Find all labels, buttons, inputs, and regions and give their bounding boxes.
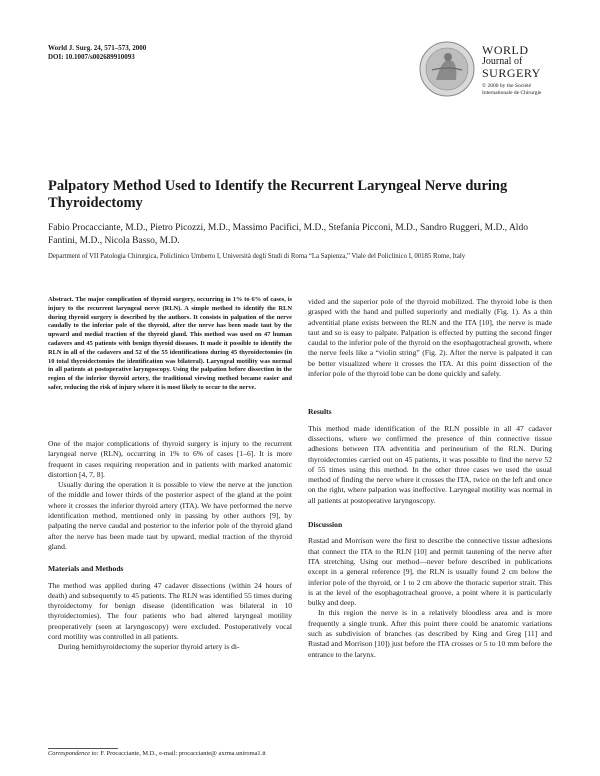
- author-list: Fabio Procacciante, M.D., Pietro Picozzi, M.D., Massimo Pacifici, M.D., Stefania Picconi, M.D., Sandro Ruggeri, M.D., Aldo Fantini, M.D., Nicola Basso, M.D.: [48, 223, 528, 246]
- journal-line-world: WORLD: [482, 43, 529, 57]
- affiliation: Department of VII Patologia Chirurgica, Policlinico Umberto I, Università degli Studi di Roma “La Sapienza,” Viale del Policlinico I, 00185 Rome, Italy: [48, 253, 466, 260]
- abstract: [48, 296, 292, 393]
- doi: DOI: 10.1007/s002689910093: [48, 53, 135, 61]
- right-column: [308, 297, 552, 660]
- abstract-label: Abstract.: [48, 296, 74, 303]
- method-continuation: vided and the superior pole of the thyroid mobilized. The thyroid lobe is then grasped with the hand and pulled superiorly and medially (Fig. 1). As a thin adventitial plane exists between the RLN and the ITA [10], the nerve is made taut and so is easy to palpate. Palpation is effected by putting the second finger caudal to the inferior pole of the thyroid on the esophagotracheal growth, where the nerve feels like a “violin string” (Fig. 2). After the nerve is palpated it can be better visualized where it crosses the ITA. At this point dissection of the inferior pole of the thyroid lobe can be done quickly and safely.: [308, 297, 552, 379]
- discussion-paragraph-1: Rustad and Morrison were the first to describe the connective tissue adhesions that connect the ITA to the RLN [10] and permit tautening of the nerve after ITA stretching. Using our method—never before described in publications except in a general reference [9], the RLN is usually found 2 cm below the inferior pole of the thyroid, or 1 to 2 cm above the thoracic superior strait. This is at the level of the esophagotracheal groove, a point where it is particularly bulky and deep.: [308, 536, 552, 608]
- citation: World J. Surg. 24, 571–573, 2000: [48, 44, 147, 52]
- footnote-label: Correspondence to:: [48, 750, 99, 757]
- intro-paragraph-2: Usually during the operation it is possible to view the nerve at the junction of the middle and lower thirds of the posterior aspect of the gland at the point where it crosses the inferior thyroid artery (ITA). We have performed the nerve identification method, mentioned only in passing by other authors [9], by palpating the nerve caudal and posterior to the inferior pole of the thyroid gland after the nerve has been made taut by upward, medial traction of the thyroid gland.: [48, 480, 292, 551]
- article-title: Palpatory Method Used to Identify the Recurrent Laryngeal Nerve during Thyroidectomy: [48, 178, 508, 211]
- journal-line-of: Journal of: [482, 56, 523, 67]
- journal-line-surgery: SURGERY: [482, 66, 541, 80]
- footnote-rule: [48, 748, 118, 749]
- discussion-paragraph-2: In this region the nerve is in a relatively bloodless area and is more frequently a single trunk. After this point there could be anatomic variations such as subdivision of branches (as described by King and Greg [11] and Rustad and Morrison [10]) just before the ITA crosses or 5 to 10 mm before the entrance to the larynx.: [308, 608, 552, 659]
- journal-name: [482, 44, 562, 97]
- methods-paragraph-1: The method was applied during 47 cadaver dissections (within 24 hours of death) and subsequently to 45 patients. The RLN was identified 55 times during thyroidectomy for benign disease (identification was bilateral in 10 thyroidectomies). The four patients who had altered laryngeal motility preoperatively (seen at laryngoscopy) were excluded. Postoperatively vocal cord motility was controlled in all patients.: [48, 580, 292, 642]
- correspondence-footnote: [48, 750, 292, 759]
- footnote-text: F. Procacciante, M.D., e-mail: procacciante@ axrma.uniroma1.it: [100, 750, 266, 757]
- abstract-text: The major complication of thyroid surgery, occurring in 1% to 6% of cases, is injury to the recurrent laryngeal nerve (RLN). A simple method to identify the RLN during thyroid surgery is described by the authors. It consists in palpation of the nerve caudally to the inferior pole of the thyroid, after the nerve has been made taut by the upward and medial traction of the thyroid gland. This method was used on 47 human cadavers and 45 patients with benign thyroid diseases. It made it possible to identify the RLN in all of the cadavers and 52 of the 55 identifications during 45 thyroidectomies (in 10 total thyroidectomies the identification was bilateral). Laryngeal motility was normal in all patients at postoperative laryngoscopy. Using the palpation before dissection in the region of the inferior thyroid artery, the traditional viewing method became easier and safer, reducing the risk of injury where it is most likely to occur to the nerve.: [48, 296, 292, 391]
- journal-seal-icon: [418, 40, 476, 98]
- results-heading: Results: [308, 407, 332, 417]
- discussion-heading: Discussion: [308, 520, 343, 530]
- journal-logo: [400, 40, 560, 110]
- citation-block: [48, 44, 146, 62]
- results-paragraph: This method made identification of the RLN possible in all 47 cadaver dissections, where we confirmed the presence of thin connective tissue adhesions between ITA adventitia and perineurium of the RLN. During thyroidectomies carried out on 45 patients, it was possible to find the nerve 52 of 55 times using this method. In the other three cases we used the usual method of finding the nerve where it crosses the ITA, twice on the left and once on the right, where palpation was ineffective. Laryngeal motility was normal in all patients at postoperative laryngoscopy.: [308, 423, 552, 505]
- intro-paragraph-1: One of the major complications of thyroid surgery is injury to the recurrent laryngeal nerve (RLN), occurring in 1% to 6% of cases [1–6]. It is more frequent in cases requiring reoperation and in patients with marked anatomic distortion [4, 7, 8].: [48, 439, 292, 479]
- methods-heading: Materials and Methods: [48, 564, 124, 574]
- left-column: [48, 439, 292, 653]
- methods-paragraph-2: During hemithyroidectomy the superior thyroid artery is di-: [58, 642, 240, 652]
- journal-copyright: © 2000 by the Société Internationale de Chirurgie: [482, 83, 542, 96]
